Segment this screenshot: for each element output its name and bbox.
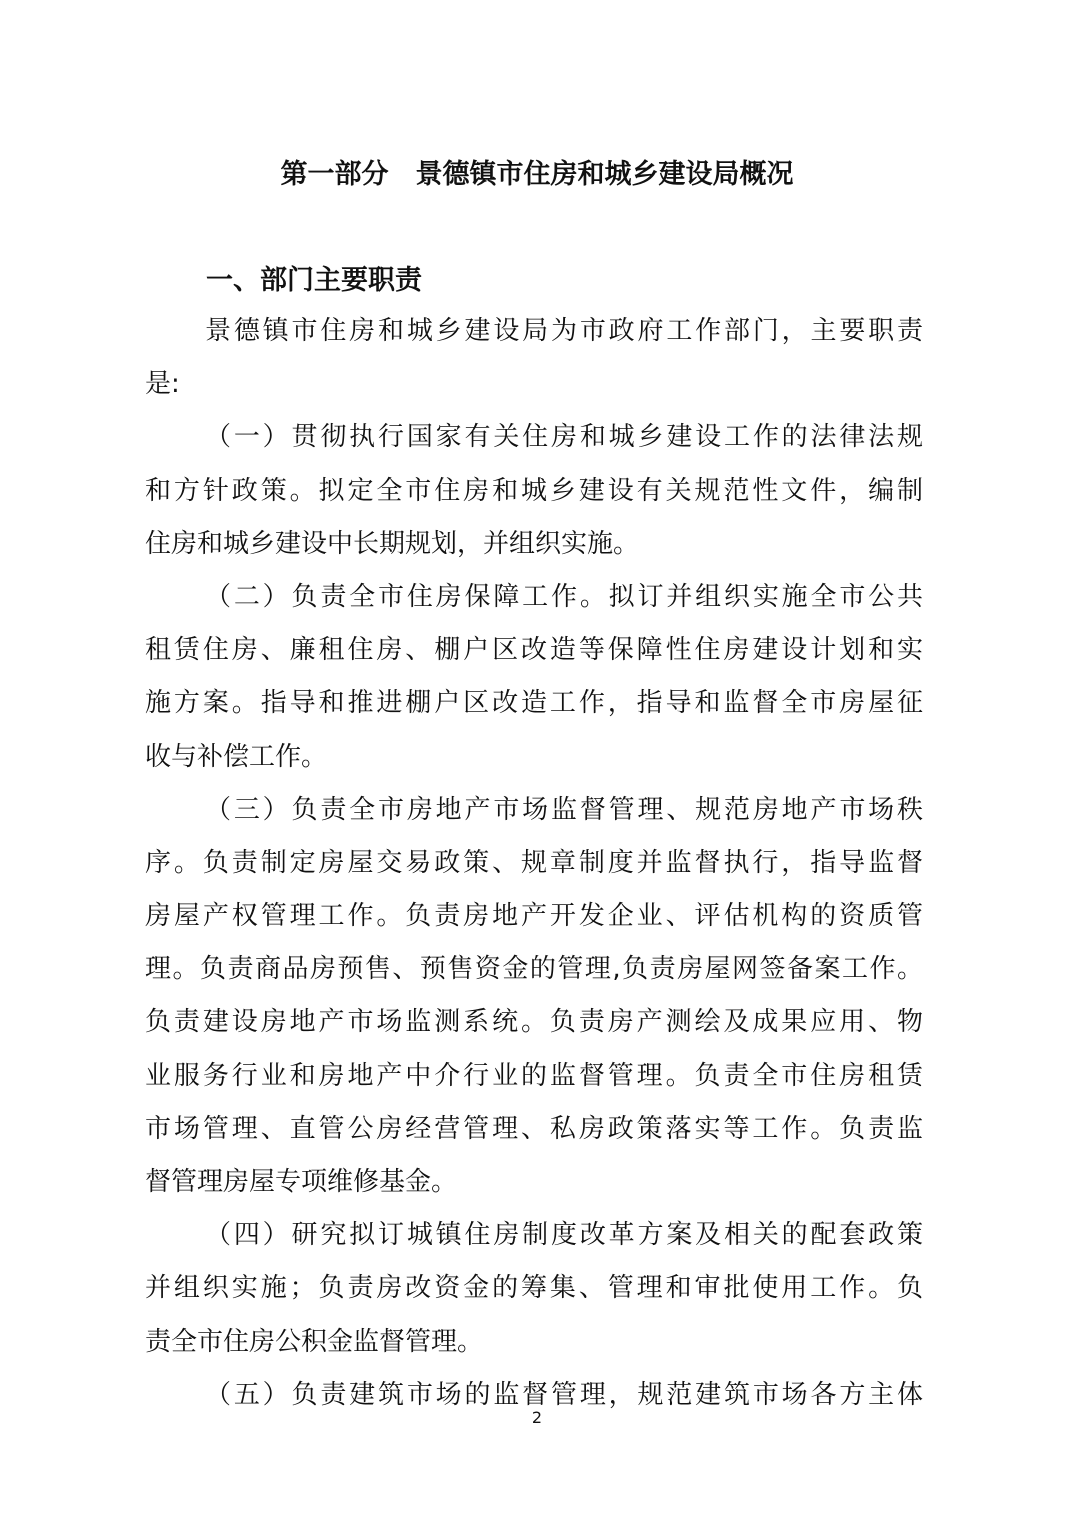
- text-line: （三）负责全市房地产市场监督管理、规范房地产市场秩: [205, 794, 923, 825]
- text-line: （一）贯彻执行国家有关住房和城乡建设工作的法律法规: [205, 422, 923, 453]
- text-line: 督管理房屋专项维修基金。: [145, 1167, 458, 1197]
- section-heading: 一、部门主要职责: [206, 265, 422, 296]
- text-line: 房屋产权管理工作。负责房地产开发企业、评估机构的资质管: [145, 901, 923, 932]
- text-line: 市场管理、直管公房经营管理、私房政策落实等工作。负责监: [145, 1113, 923, 1144]
- text-line: 理。负责商品房预售、预售资金的管理,负责房屋网签备案工作。: [145, 954, 923, 985]
- text-line: （四）研究拟订城镇住房制度改革方案及相关的配套政策: [205, 1220, 923, 1251]
- text-line: 是:: [145, 369, 180, 400]
- text-line: 住房和城乡建设中长期规划，并组织实施。: [145, 528, 640, 559]
- text-line: 业服务行业和房地产中介行业的监督管理。负责全市住房租赁: [145, 1060, 923, 1091]
- text-line: 景德镇市住房和城乡建设局为市政府工作部门，主要职责: [205, 316, 923, 346]
- text-line: 序。负责制定房屋交易政策、规章制度并监督执行，指导监督: [145, 847, 923, 878]
- page-title: 第一部分 景德镇市住房和城乡建设局概况: [280, 159, 794, 190]
- text-line: 收与补偿工作。: [145, 741, 328, 772]
- text-line: 租赁住房、廉租住房、棚户区改造等保障性住房建设计划和实: [145, 635, 923, 666]
- document-body: [145, 311, 923, 1428]
- text-line: （二）负责全市住房保障工作。拟订并组织实施全市公共: [205, 581, 923, 612]
- text-line: 并组织实施；负责房改资金的筹集、管理和审批使用工作。负: [145, 1273, 923, 1304]
- page-number: 2: [531, 1408, 543, 1427]
- text-line: 和方针政策。拟定全市住房和城乡建设有关规范性文件，编制: [145, 475, 923, 506]
- text-line: 负责建设房地产市场监测系统。负责房产测绘及成果应用、物: [145, 1007, 923, 1038]
- text-line: （五）负责建筑市场的监督管理，规范建筑市场各方主体: [205, 1379, 923, 1410]
- text-line: 责全市住房公积金监督管理。: [145, 1326, 484, 1357]
- text-line: 施方案。指导和推进棚户区改造工作，指导和监督全市房屋征: [145, 688, 923, 719]
